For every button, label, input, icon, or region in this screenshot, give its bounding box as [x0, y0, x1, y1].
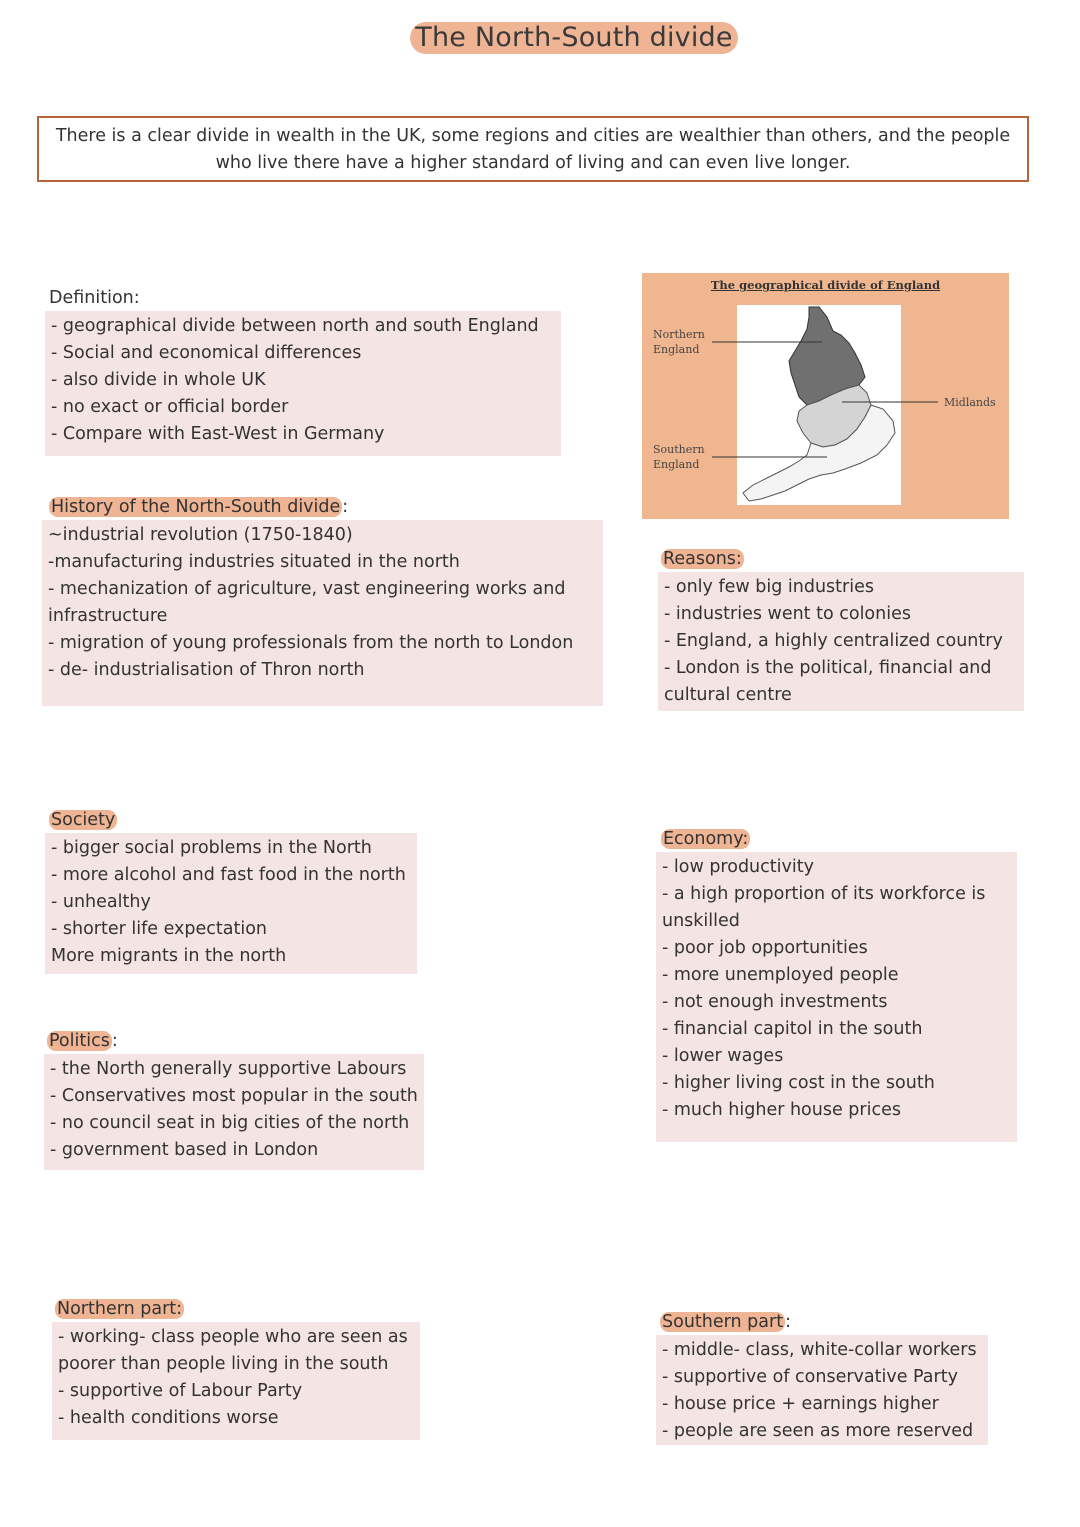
list-item: - Conservatives most popular in the south — [50, 1086, 418, 1106]
list-item: -manufacturing industries situated in the north — [48, 552, 460, 572]
list-item: - supportive of conservative Party — [662, 1367, 958, 1387]
map-leader-lines — [642, 273, 1009, 519]
list-item: - middle- class, white-collar workers — [662, 1340, 977, 1360]
label-southern-england: Southern England — [653, 443, 705, 471]
society-box — [45, 833, 417, 974]
list-item: - supportive of Labour Party — [58, 1381, 303, 1401]
list-item: ~industrial revolution (1750-1840) — [48, 525, 353, 545]
label-northern-england: Northern England — [653, 328, 705, 356]
list-item: - poor job opportunities — [662, 938, 868, 958]
list-item: - unhealthy — [51, 892, 151, 912]
list-item: - not enough investments — [662, 992, 888, 1012]
list-item: More migrants in the north — [51, 946, 287, 966]
list-item: - also divide in whole UK — [51, 370, 266, 390]
list-item: - industries went to colonies — [664, 604, 911, 624]
list-item: - much higher house prices — [662, 1100, 901, 1120]
list-item: - more unemployed people — [662, 965, 899, 985]
england-divide-map — [642, 273, 1009, 519]
page-title: The North-South divide — [410, 22, 738, 54]
list-item: - people are seen as more reserved — [662, 1421, 974, 1441]
list-item: - lower wages — [662, 1046, 784, 1066]
list-item: - London is the political, financial and — [664, 658, 992, 678]
label-midlands: Midlands — [944, 396, 996, 409]
list-item: - health conditions worse — [58, 1408, 279, 1428]
list-item: - financial capitol in the south — [662, 1019, 923, 1039]
history-box — [42, 520, 603, 706]
northern-part-heading: Northern part: — [57, 1299, 183, 1319]
list-item: - government based in London — [50, 1140, 319, 1160]
list-item: - no council seat in big cities of the north — [50, 1113, 410, 1133]
list-item: poorer than people living in the south — [58, 1354, 389, 1374]
map-title: The geographical divide of England — [710, 278, 941, 292]
list-item: - house price + earnings higher — [662, 1394, 939, 1414]
list-item: - more alcohol and fast food in the north — [51, 865, 406, 885]
list-item: - low productivity — [662, 857, 814, 877]
list-item: - a high proportion of its workforce is — [662, 884, 986, 904]
society-heading: Society — [51, 810, 116, 830]
politics-heading: Politics : — [49, 1031, 118, 1051]
list-item: - migration of young professionals from the north to London — [48, 633, 574, 653]
list-item: - higher living cost in the south — [662, 1073, 935, 1093]
list-item: - Social and economical differences — [51, 343, 362, 363]
definition-heading: Definition: — [49, 288, 140, 308]
list-item: - the North generally supportive Labours — [50, 1059, 407, 1079]
list-item: - mechanization of agriculture, vast engineering works and — [48, 579, 566, 599]
list-item: unskilled — [662, 911, 740, 931]
list-item: - England, a highly centralized country — [664, 631, 1003, 651]
intro-line-1: There is a clear divide in wealth in the UK, some regions and cities are wealthier than others, and the people — [55, 126, 1011, 146]
list-item: - de- industrialisation of Thron north — [48, 660, 365, 680]
list-item: infrastructure — [48, 606, 168, 626]
reasons-heading: Reasons: — [663, 549, 742, 569]
intro-box — [37, 116, 1029, 182]
list-item: - geographical divide between north and south England — [51, 316, 539, 336]
economy-heading: Economy: — [663, 829, 749, 849]
southern-part-box — [656, 1335, 988, 1445]
reasons-box — [658, 572, 1024, 711]
politics-box — [44, 1054, 424, 1170]
southern-part-heading: Southern part : — [662, 1312, 791, 1332]
list-item: - only few big industries — [664, 577, 874, 597]
list-item: - shorter life expectation — [51, 919, 268, 939]
northern-part-box — [52, 1322, 420, 1440]
list-item: - bigger social problems in the North — [51, 838, 372, 858]
list-item: cultural centre — [664, 685, 792, 705]
list-item: - working- class people who are seen as — [58, 1327, 408, 1347]
history-heading: History of the North-South divide : — [51, 497, 349, 517]
intro-line-2: who live there have a higher standard of living and can even live longer. — [215, 153, 851, 173]
definition-box — [45, 311, 561, 456]
list-item: - no exact or official border — [51, 397, 289, 417]
list-item: - Compare with East-West in Germany — [51, 424, 385, 444]
economy-box — [656, 852, 1017, 1142]
